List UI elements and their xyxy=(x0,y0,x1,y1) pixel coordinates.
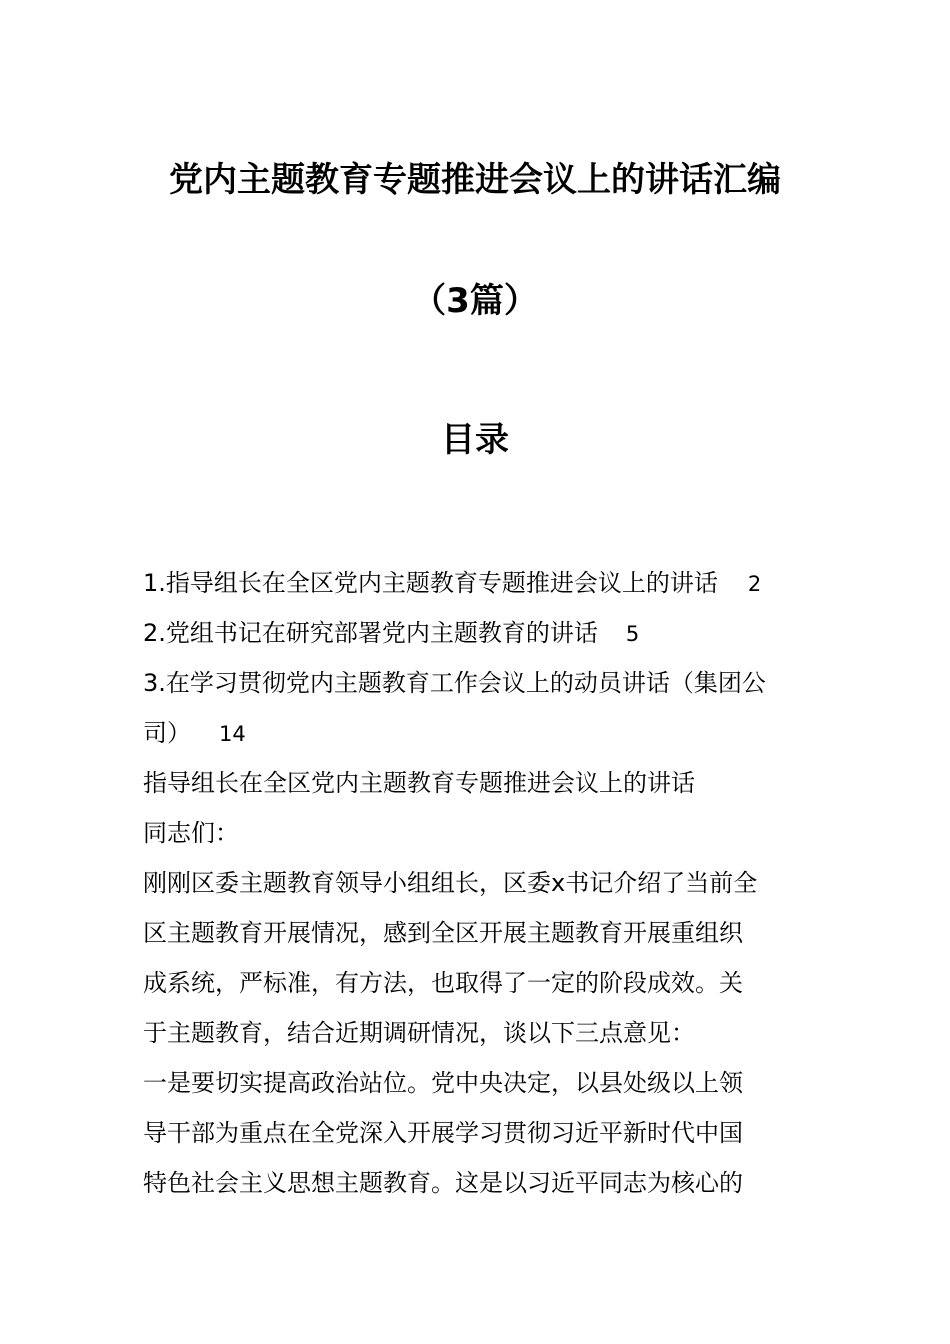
body-text-line: 于主题教育，结合近期调研情况，谈以下三点意见： xyxy=(143,1019,695,1047)
toc-entry-page: 2 xyxy=(747,572,762,596)
body-text-line: 刚刚区委主题教育领导小组组长，区委x书记介绍了当前全 xyxy=(143,869,758,897)
section-title: 指导组长在全区党内主题教育专题推进会议上的讲话 xyxy=(143,769,695,797)
toc-entry[interactable] xyxy=(143,608,808,658)
document-title: 党内主题教育专题推进会议上的讲话汇编 xyxy=(169,160,781,200)
toc-heading: 目录 xyxy=(441,420,509,460)
body-text-line: 成系统，严标准，有方法，也取得了一定的阶段成效。关 xyxy=(143,969,743,997)
body-text-line: 区主题教育开展情况，感到全区开展主题教育开展重组织 xyxy=(143,919,743,947)
document-subtitle: （3篇） xyxy=(412,281,538,321)
toc-entry[interactable] xyxy=(143,658,808,708)
toc-entry-continuation[interactable] xyxy=(143,708,808,758)
document-body xyxy=(143,558,808,1208)
toc-entry[interactable] xyxy=(143,558,808,608)
salutation: 同志们： xyxy=(143,819,239,847)
toc-entry-page: 14 xyxy=(219,722,246,746)
toc-entry-label: 2.党组书记在研究部署党内主题教育的讲话 xyxy=(143,619,598,647)
toc-entry-label: 1.指导组长在全区党内主题教育专题推进会议上的讲话 xyxy=(143,569,718,597)
toc-entry-page: 5 xyxy=(625,622,640,646)
toc-entry-label: 司） xyxy=(143,719,191,747)
body-text-line: 一是要切实提高政治站位。党中央决定，以县处级以上领 xyxy=(143,1069,743,1097)
body-text-line: 特色社会主义思想主题教育。这是以习近平同志为核心的 xyxy=(143,1169,743,1197)
body-text-line: 导干部为重点在全党深入开展学习贯彻习近平新时代中国 xyxy=(143,1119,743,1147)
toc-entry-label: 3.在学习贯彻党内主题教育工作会议上的动员讲话（集团公 xyxy=(143,669,766,697)
